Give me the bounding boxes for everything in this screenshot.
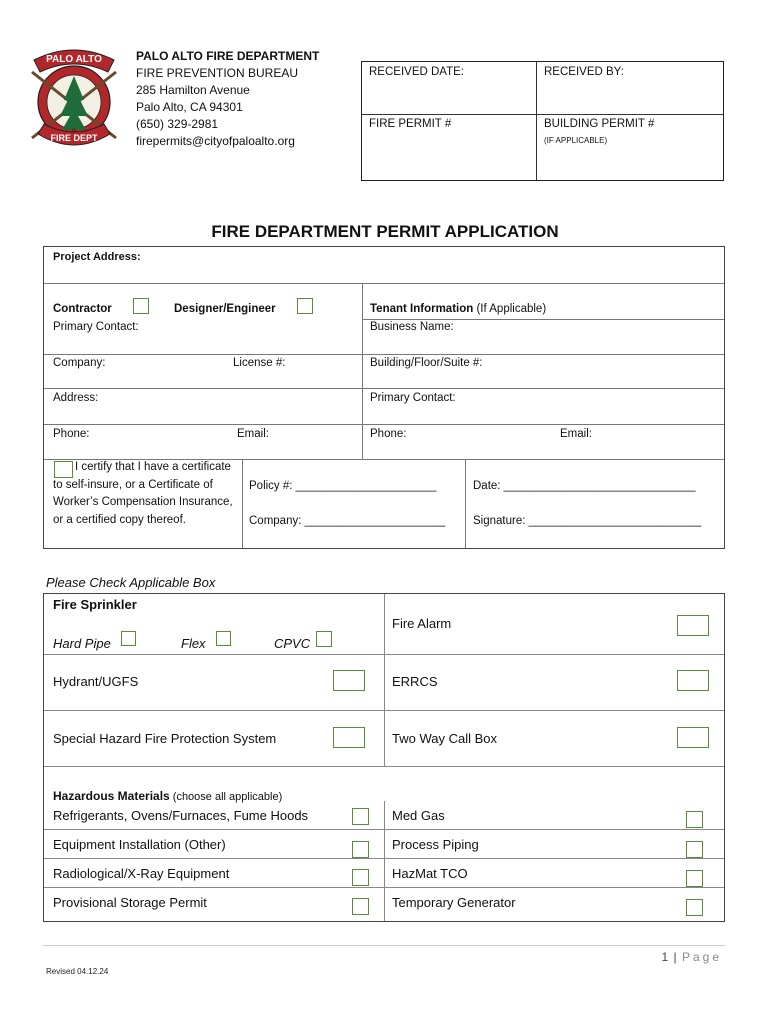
received-date-field[interactable]: RECEIVED DATE:	[369, 66, 464, 78]
policy-field[interactable]: Policy #: ______________________	[249, 480, 437, 492]
process-piping-label: Process Piping	[392, 837, 479, 852]
business-name-label[interactable]: Business Name:	[370, 321, 454, 333]
temp-generator-label: Temporary Generator	[392, 895, 516, 910]
office-use-box	[361, 61, 724, 181]
phone-label[interactable]: Phone:	[53, 428, 90, 440]
bureau-name: FIRE PREVENTION BUREAU	[136, 66, 299, 80]
department-name: PALO ALTO FIRE DEPARTMENT	[136, 49, 320, 63]
logo-bottom-text: FIRE DEPT	[50, 133, 98, 143]
errcs-label: ERRCS	[392, 674, 438, 689]
provisional-label: Provisional Storage Permit	[53, 895, 207, 910]
equipment-checkbox[interactable]	[352, 841, 369, 858]
two-way-call-box-checkbox[interactable]	[677, 727, 709, 748]
fire-sprinkler-heading: Fire Sprinkler	[53, 597, 137, 612]
hazmat-note: (choose all applicable)	[169, 791, 283, 803]
company-label[interactable]: Company:	[53, 357, 106, 369]
hard-pipe-label: Hard Pipe	[53, 636, 111, 651]
tenant-if-applicable: (If Applicable)	[473, 303, 547, 315]
tenant-info-heading: Tenant Information	[370, 303, 474, 315]
applicant-info-table	[43, 246, 725, 549]
fire-alarm-label: Fire Alarm	[392, 616, 452, 631]
primary-contact-label[interactable]: Primary Contact:	[53, 321, 139, 333]
hard-pipe-checkbox[interactable]	[121, 631, 136, 646]
page-word: Page	[681, 950, 722, 964]
hazmat-tco-label: HazMat TCO	[392, 866, 468, 881]
special-hazard-label: Special Hazard Fire Protection System	[53, 731, 277, 746]
flex-checkbox[interactable]	[216, 631, 231, 646]
department-email: firepermits@cityofpaloalto.org	[136, 134, 295, 148]
permit-type-checklist	[43, 593, 725, 922]
building-floor-label[interactable]: Building/Floor/Suite #:	[370, 357, 483, 369]
hydrant-label: Hydrant/UGFS	[53, 674, 139, 689]
footer-divider	[43, 945, 725, 946]
palo-alto-fire-logo	[20, 38, 128, 158]
hydrant-checkbox[interactable]	[333, 670, 365, 691]
fire-permit-field[interactable]: FIRE PERMIT #	[369, 118, 452, 130]
radiological-checkbox[interactable]	[352, 869, 369, 886]
contractor-checkbox[interactable]	[133, 298, 149, 314]
tenant-info-label	[370, 303, 546, 315]
license-label[interactable]: License #:	[233, 357, 286, 369]
hazmat-title: Hazardous Materials	[53, 789, 170, 803]
designer-checkbox[interactable]	[297, 298, 313, 314]
address-label[interactable]: Address:	[53, 392, 99, 404]
certify-text: I certify that I have a certificate to self-insure, or a Certificate of Worker’s Compensation Insurance, or a certified copy thereof.	[53, 461, 233, 526]
certify-statement	[53, 459, 233, 529]
two-way-call-box-label: Two Way Call Box	[392, 731, 497, 746]
insurance-company-field[interactable]: Company: ______________________	[249, 515, 446, 527]
tenant-phone-label[interactable]: Phone:	[370, 428, 407, 440]
temp-generator-checkbox[interactable]	[686, 899, 703, 916]
special-hazard-checkbox[interactable]	[333, 727, 365, 748]
checklist-heading: Please Check Applicable Box	[46, 575, 216, 590]
refrigerants-checkbox[interactable]	[352, 808, 369, 825]
med-gas-checkbox[interactable]	[686, 811, 703, 828]
signature-field[interactable]: Signature: ___________________________	[473, 515, 702, 527]
received-by-field[interactable]: RECEIVED BY:	[544, 66, 624, 78]
provisional-checkbox[interactable]	[352, 898, 369, 915]
contractor-label: Contractor	[53, 303, 112, 315]
fire-alarm-checkbox[interactable]	[677, 615, 709, 636]
page-number-value: 1	[661, 950, 670, 964]
logo-top-text: PALO ALTO	[46, 54, 102, 65]
tenant-primary-contact-label[interactable]: Primary Contact:	[370, 392, 456, 404]
date-field[interactable]: Date: ______________________________	[473, 480, 696, 492]
hazmat-tco-checkbox[interactable]	[686, 870, 703, 887]
tenant-email-label[interactable]: Email:	[560, 428, 592, 440]
cpvc-checkbox[interactable]	[316, 631, 332, 647]
cpvc-label: CPVC	[274, 636, 311, 651]
flex-label: Flex	[181, 636, 206, 651]
city-address: Palo Alto, CA 94301	[136, 100, 243, 114]
revised-date: Revised 04.12.24	[46, 967, 109, 976]
page-number	[661, 950, 722, 964]
email-label[interactable]: Email:	[237, 428, 269, 440]
form-title: FIRE DEPARTMENT PERMIT APPLICATION	[211, 222, 559, 241]
department-address	[136, 48, 319, 150]
designer-label: Designer/Engineer	[174, 303, 276, 315]
department-phone: (650) 329-2981	[136, 117, 219, 131]
project-address-label[interactable]: Project Address:	[53, 251, 141, 263]
radiological-label: Radiological/X-Ray Equipment	[53, 866, 230, 881]
equipment-label: Equipment Installation (Other)	[53, 837, 226, 852]
building-permit-field[interactable]: BUILDING PERMIT #	[544, 118, 655, 130]
hazmat-heading	[53, 789, 282, 803]
process-piping-checkbox[interactable]	[686, 841, 703, 858]
errcs-checkbox[interactable]	[677, 670, 709, 691]
street-address: 285 Hamilton Avenue	[136, 83, 250, 97]
if-applicable-note: (IF APPLICABLE)	[544, 136, 608, 145]
refrigerants-label: Refrigerants, Ovens/Furnaces, Fume Hoods	[53, 808, 309, 823]
med-gas-label: Med Gas	[392, 808, 445, 823]
page-separator: |	[669, 950, 682, 964]
